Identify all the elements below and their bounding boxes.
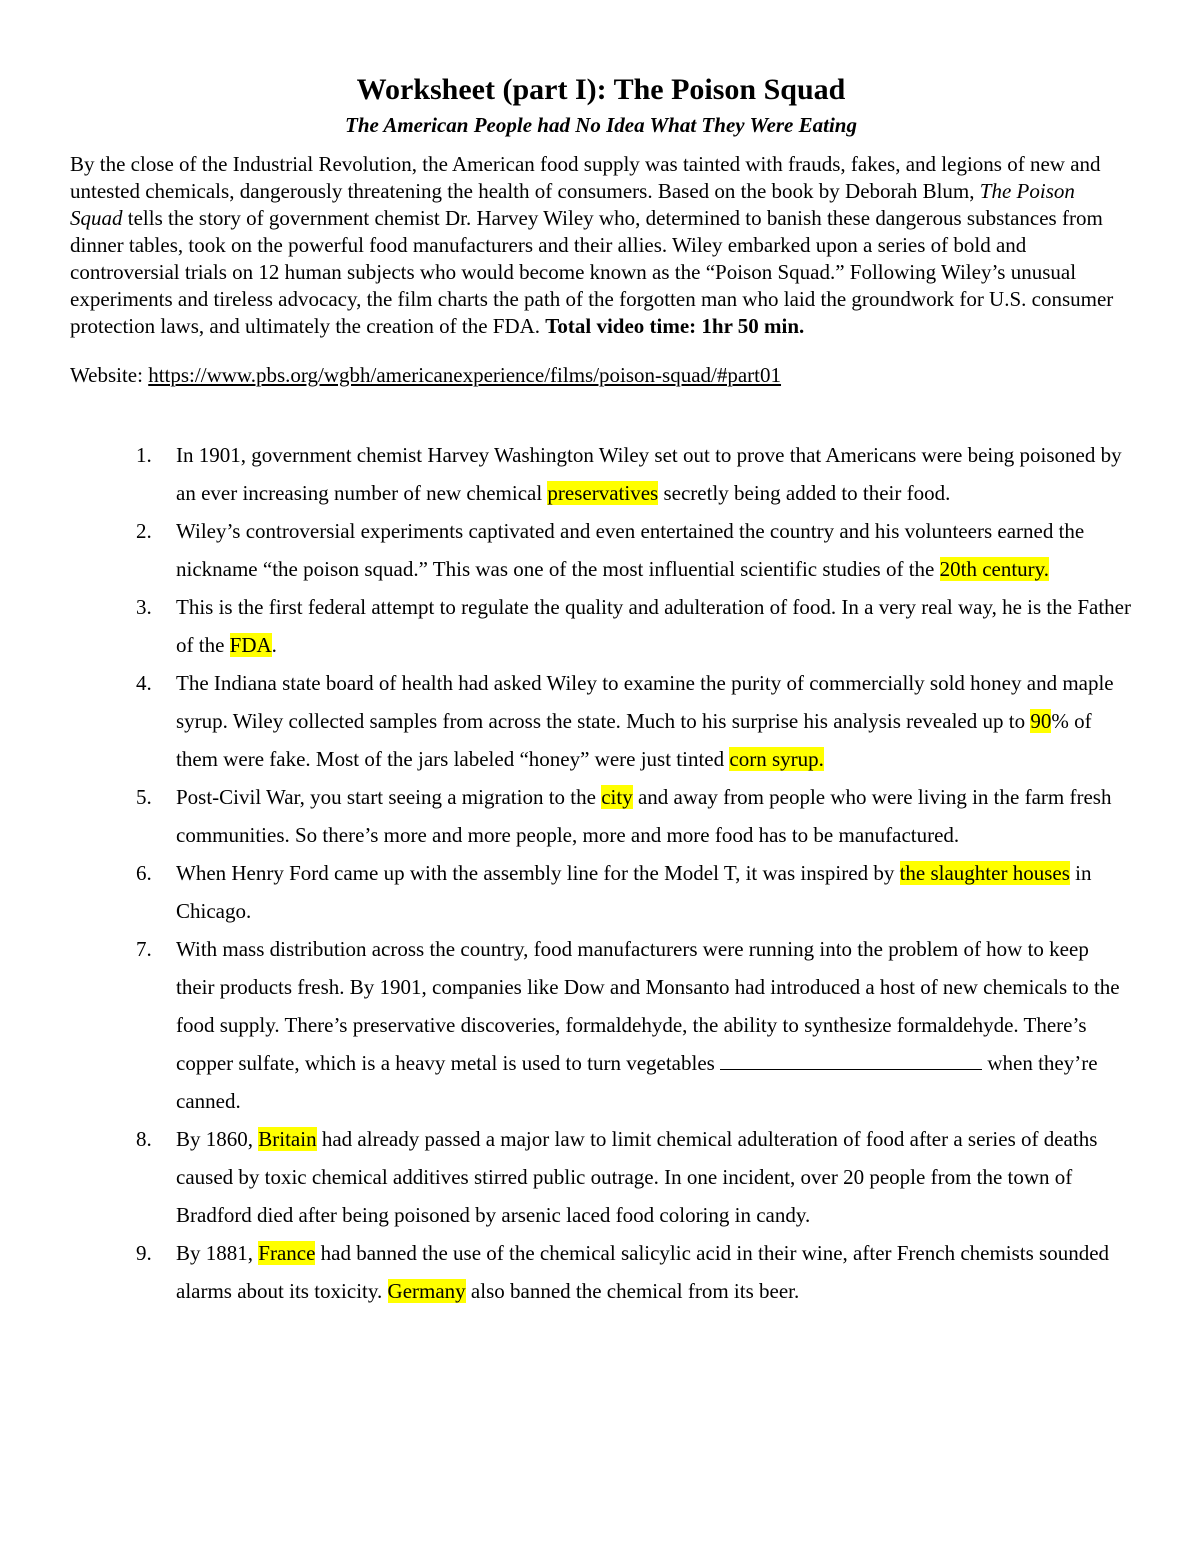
answer-highlight: Britain [258,1127,317,1151]
question-text: had already passed a major law to limit chemical adulteration of food after a series of deaths caused by toxic chemical additives stirred public outrage. In one incident, over 20 people from the town of Bradford died after being poisoned by arsenic laced food coloring in candy. [176,1127,1098,1227]
question-9 [70,1234,1132,1310]
question-text: also banned the chemical from its beer. [465,1279,800,1303]
question-2 [70,512,1132,588]
answer-highlight: the slaughter houses [899,861,1070,885]
answer-highlight: city [601,785,633,809]
question-4 [70,664,1132,778]
question-number: 2. [136,519,152,543]
question-text: With mass distribution across the country, food manufacturers were running into the problem of how to keep their products fresh. By 1901, companies like Dow and Monsanto had introduced a host of new chemicals to the food supply. There’s preservative discoveries, formaldehyde, the ability to synthesize formaldehyde. There’s copper sulfate, which is a heavy metal is used to turn vegetables [176,937,1120,1075]
question-text: in Chicago. [176,861,1092,923]
question-number: 1. [136,443,152,467]
question-text: had banned the use of the chemical salicylic acid in their wine, after French chemists sounded alarms about its toxicity. [176,1241,1110,1303]
question-text: When Henry Ford came up with the assembly line for the Model T, it was inspired by [176,861,900,885]
question-6 [70,854,1132,930]
website-line [70,362,1132,389]
answer-highlight: FDA [229,633,272,657]
question-text: Wiley’s controversial experiments captivated and even entertained the country and his volunteers earned the nickname “the poison squad.” This was one of the most influential scientific studies of the [176,519,1085,581]
question-5 [70,778,1132,854]
question-text: By 1860, [176,1127,259,1151]
answer-blank[interactable] [720,1047,982,1070]
website-label: Website: [70,363,149,387]
page-subtitle: The American People had No Idea What They Were Eating [345,113,857,137]
question-text: % of them were fake. Most of the jars labeled “honey” were just tinted [176,709,1092,771]
intro-paragraph [70,151,1132,340]
question-1 [70,436,1132,512]
question-text: By 1881, [176,1241,259,1265]
answer-highlight: corn syrup. [729,747,824,771]
question-text: secretly being added to their food. [658,481,951,505]
website-link[interactable]: https://www.pbs.org/wgbh/americanexperience/films/poison-squad/#part01 [148,363,782,387]
question-number: 6. [136,861,152,885]
intro-text-2: tells the story of government chemist Dr. Harvey Wiley who, determined to banish these dangerous substances from dinner tables, took on the powerful food manufacturers and their allies. Wiley embarked upon a series of bold and controversial trials on 12 human subjects who would become known as the “Poison Squad.” Following Wiley’s unusual experiments and tireless advocacy, the film charts the path of the forgotten man who laid the groundwork for U.S. consumer protection laws, and ultimately the creation of the FDA. [70,206,1114,338]
question-text: . [271,633,277,657]
worksheet-page [70,72,1132,1310]
answer-highlight: preservatives [547,481,659,505]
question-number: 9. [136,1241,152,1265]
question-number: 3. [136,595,152,619]
question-text: The Indiana state board of health had asked Wiley to examine the purity of commercially sold honey and maple syrup. Wiley collected samples from across the state. Much to his surprise his analysis revealed up to [176,671,1114,733]
page-title: Worksheet (part I): The Poison Squad [356,73,846,106]
question-text: In 1901, government chemist Harvey Washington Wiley set out to prove that Americans were being poisoned by an ever increasing number of new chemical [176,443,1122,505]
answer-highlight: Germany [387,1279,466,1303]
question-7 [70,930,1132,1120]
question-text: Post-Civil War, you start seeing a migration to the [176,785,602,809]
question-8 [70,1120,1132,1234]
video-time: Total video time: 1hr 50 min. [545,314,805,338]
question-text: and away from people who were living in the farm fresh communities. So there’s more and more people, more and more food has to be manufactured. [176,785,1112,847]
question-number: 7. [136,937,152,961]
question-text: when they’re canned. [176,1051,1098,1113]
intro-text-1: By the close of the Industrial Revolution, the American food supply was tainted with frauds, fakes, and legions of new and untested chemicals, dangerously threatening the health of consumers. Based on the book by Deborah Blum, [70,152,1101,203]
question-number: 5. [136,785,152,809]
question-list [70,436,1132,1310]
answer-highlight: France [258,1241,316,1265]
question-number: 8. [136,1127,152,1151]
question-3 [70,588,1132,664]
question-number: 4. [136,671,152,695]
book-title: The Poison Squad [70,179,1075,230]
question-text: This is the first federal attempt to regulate the quality and adulteration of food. In a very real way, he is the Father of the [176,595,1131,657]
answer-highlight: 20th century. [939,557,1050,581]
answer-highlight: 90 [1030,709,1052,733]
